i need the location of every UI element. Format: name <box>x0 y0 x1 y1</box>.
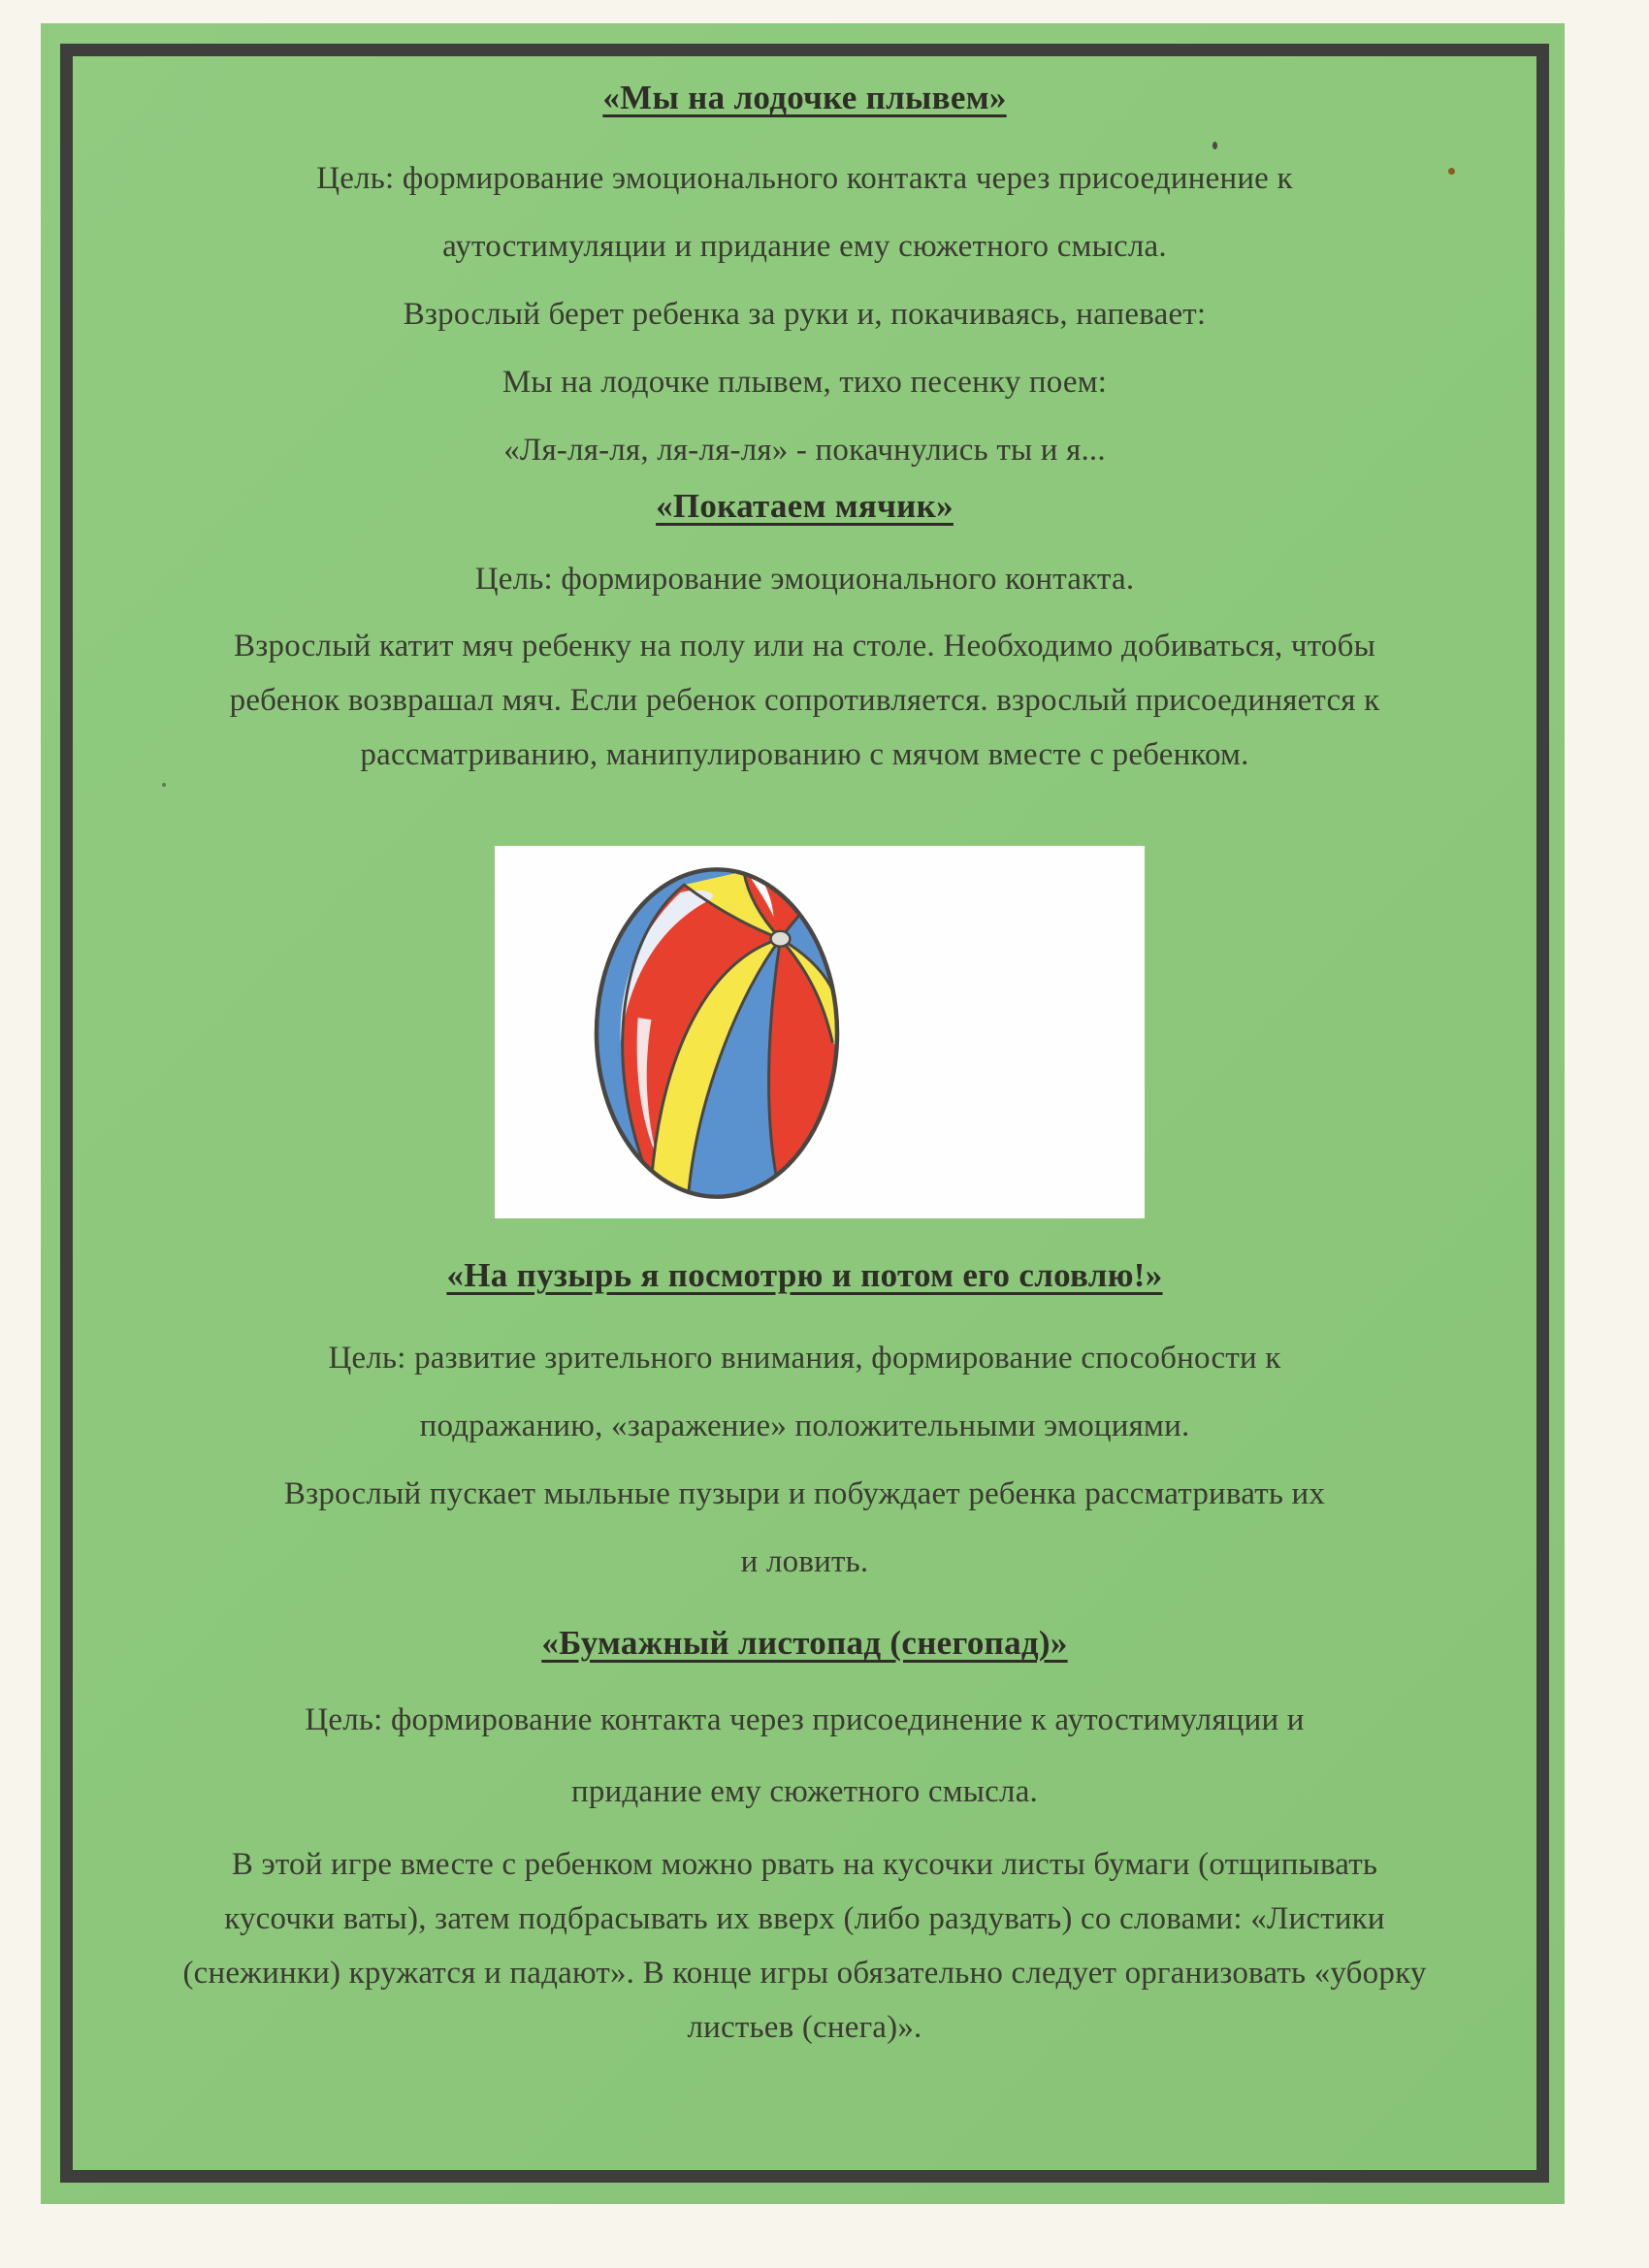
text-line: В этой игре вместе с ребенком можно рвать на кусочки листы бумаги (отщипывать <box>231 1847 1378 1882</box>
text-line: Взрослый катит мяч ребенку на полу или на столе. Необходимо добиваться, чтобы <box>234 629 1375 664</box>
text-line: Взрослый пускает мыльные пузыри и побуждает ребенка рассматривать их <box>283 1476 1326 1511</box>
text-line: аутостимуляции и придание ему сюжетного смысла. <box>442 229 1167 264</box>
text-line: и ловить. <box>740 1544 869 1579</box>
game-title-boat: «Мы на лодочке плывем» <box>602 79 1007 116</box>
text-line: листьев (снега)». <box>687 2010 922 2045</box>
text-line: ребенок возврашал мяч. Если ребенок сопротивляется. взрослый присоединяется к <box>229 683 1380 718</box>
paragraph-ball <box>96 619 1513 782</box>
game-title-ball: «Покатаем мячик» <box>656 487 954 525</box>
game-title-leaf-fall: «Бумажный листопад (снегопад)» <box>541 1624 1068 1662</box>
ball-figure <box>495 846 1145 1218</box>
text-line: Мы на лодочке плывем, тихо песенку поем: <box>501 365 1108 400</box>
game-title-bubble: «На пузырь я посмотрю и потом его словлю!» <box>446 1256 1163 1294</box>
paragraph-bubble <box>96 1324 1513 1596</box>
goal-line-ball <box>96 545 1513 613</box>
text-line: (снежинки) кружатся и падают». В конце игры обязательно следует организовать «уборку <box>182 1956 1427 1991</box>
text-line: Цель: формирование эмоционального контакта через присоединение к <box>316 161 1293 196</box>
text-line: рассматриванию, манипулированию с мячом вместе с ребенком. <box>360 737 1249 772</box>
text-line: «Ля-ля-ля, ля-ля-ля» - покачнулись ты и я... <box>503 433 1106 468</box>
text-line: Цель: формирование контакта через присоединение к аутостимуляции и <box>305 1702 1305 1737</box>
scan-speck <box>1212 142 1217 149</box>
paragraph-boat <box>96 145 1513 484</box>
text-line: кусочки ваты), затем подбрасывать их вверх (либо раздувать) со словами: «Листики <box>224 1901 1385 1936</box>
decorative-frame-border <box>60 44 1549 2183</box>
text-line: подражанию, «заражение» положительными эмоциями. <box>419 1409 1190 1443</box>
text-line: Цель: формирование эмоционального контакта. <box>474 562 1135 597</box>
scan-speck <box>162 783 166 787</box>
scan-speck <box>1448 168 1455 175</box>
green-paper <box>41 23 1565 2204</box>
text-line: Взрослый берет ребенка за руки и, покачиваясь, напевает: <box>403 297 1207 332</box>
text-line: Цель: развитие зрительного внимания, формирование способности к <box>328 1341 1281 1376</box>
paragraph-leaf-fall <box>96 1837 1513 2055</box>
goal-lines-leaf-fall <box>96 1684 1513 1828</box>
page-content <box>73 56 1536 2170</box>
text-line: придание ему сюжетного смысла. <box>570 1774 1038 1809</box>
beach-ball-illustration <box>592 863 842 1201</box>
